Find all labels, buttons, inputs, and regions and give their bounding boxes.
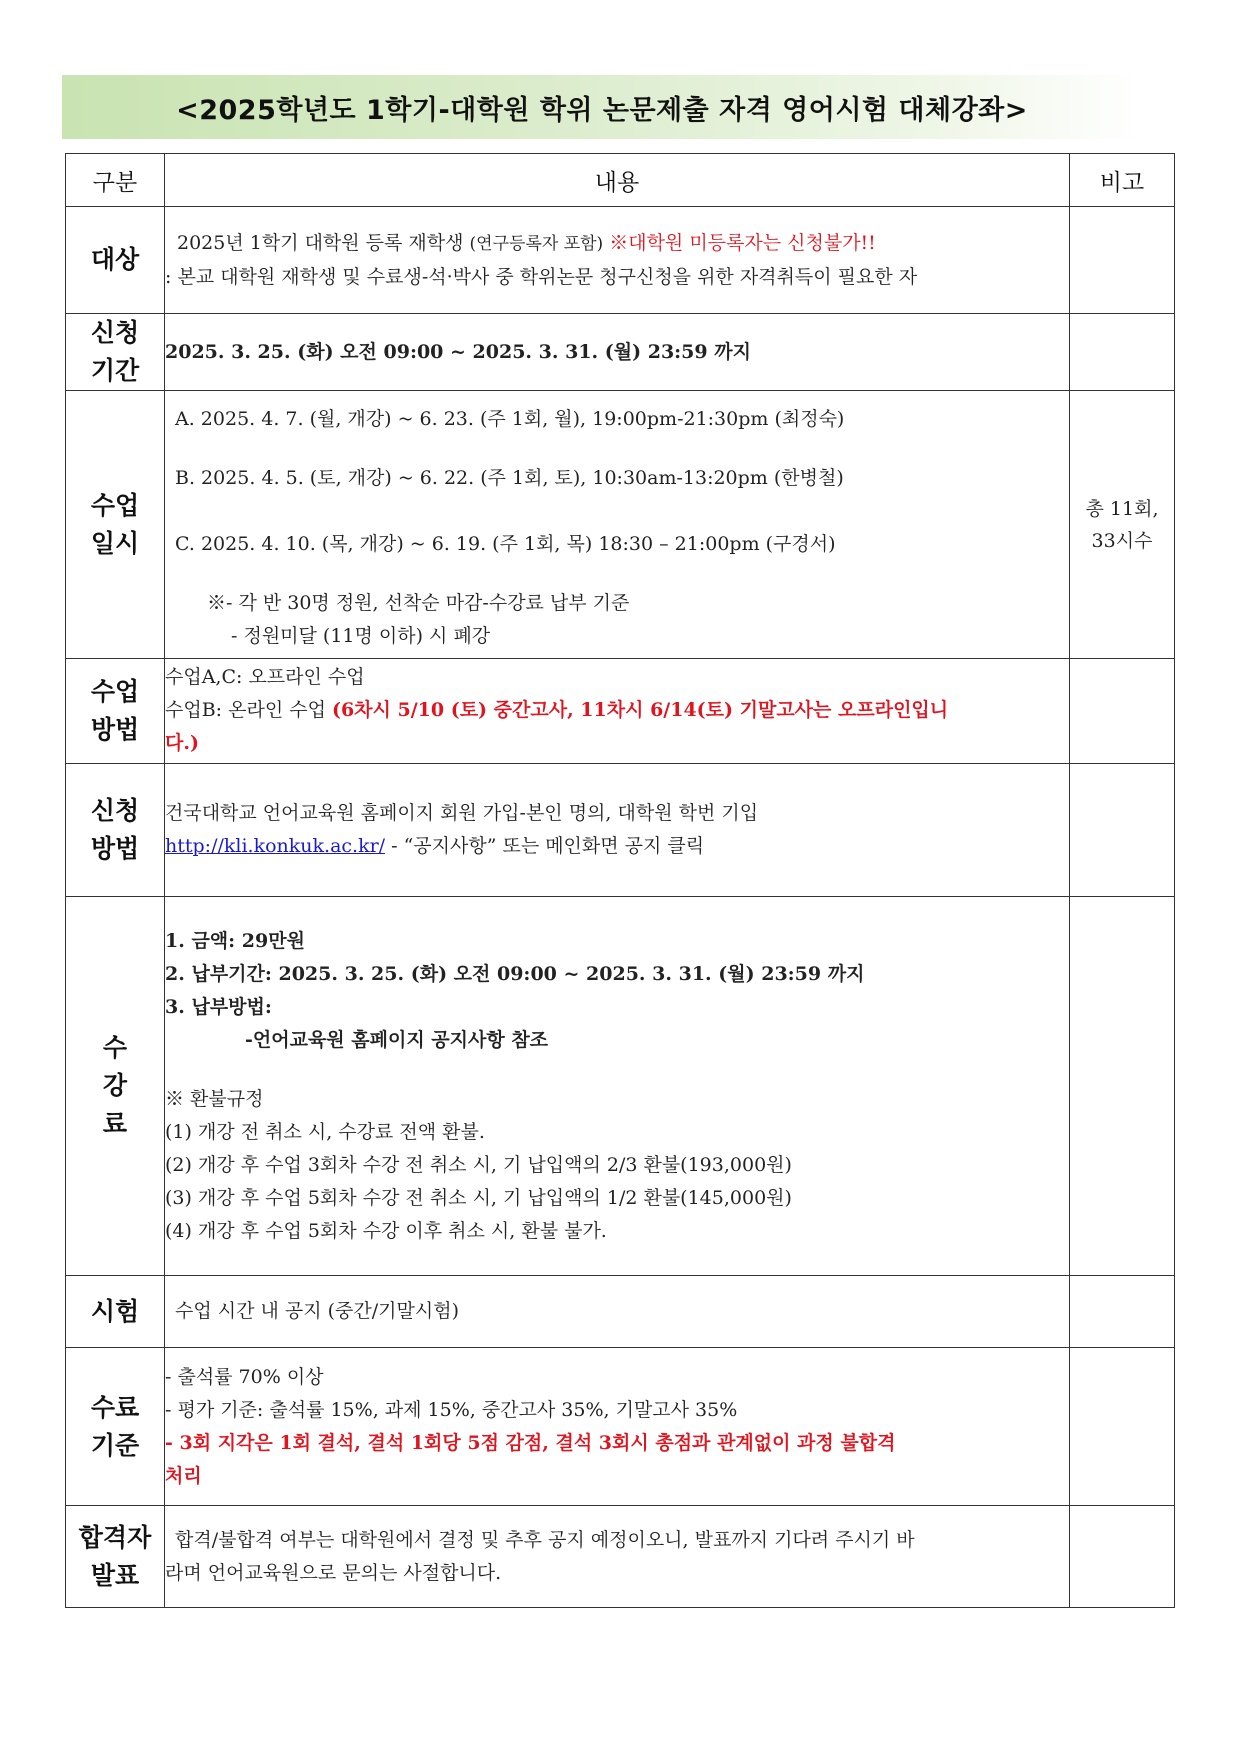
row-period	[66, 314, 1175, 391]
target-paren: (연구등록자 포함)	[469, 233, 604, 254]
fee-payment-reference: -언어교육원 홈페이지 공지사항 참조	[245, 1028, 549, 1051]
method-online-note: (6차시 5/10 (토) 중간고사, 11차시 6/14(토) 기말고사는 오프라인입니	[331, 699, 949, 721]
label-result: 합격자 발표	[66, 1506, 165, 1608]
header-col-content: 내용	[165, 154, 1070, 207]
remark-exam	[1070, 1276, 1175, 1348]
completion-evaluation: - 평가 기준: 출석률 15%, 과제 15%, 중간고사 35%, 기말고사 35%	[165, 1398, 738, 1421]
completion-penalty-cont: 처리	[165, 1464, 202, 1487]
remark-method	[1070, 659, 1175, 764]
schedule-note-capacity: ※- 각 반 30명 정원, 선착순 마감-수강료 납부 기준	[207, 592, 630, 614]
target-description: : 본교 대학원 재학생 및 수료생-석·박사 중 학위논문 청구신청을 위한 자격취득이 필요한 자	[165, 265, 918, 288]
result-line-1: 합격/불합격 여부는 대학원에서 결정 및 추후 공지 예정이오니, 발표까지 기다려 주시기 바	[175, 1528, 915, 1551]
content-target	[165, 207, 1070, 314]
method-online: 수업B: 온라인 수업	[165, 699, 326, 721]
content-completion	[165, 1348, 1070, 1506]
completion-attendance: - 출석률 70% 이상	[165, 1365, 324, 1388]
remark-period	[1070, 314, 1175, 391]
method-online-note-cont: 다.)	[165, 732, 199, 754]
refund-rule-3: (3) 개강 후 수업 5회차 수강 전 취소 시, 기 납입액의 1/2 환불(145,000원)	[165, 1186, 792, 1209]
remark-result	[1070, 1506, 1175, 1608]
remark-schedule: 총 11회, 33시수	[1070, 391, 1175, 659]
label-completion: 수료 기준	[66, 1348, 165, 1506]
row-target	[66, 207, 1175, 314]
kli-homepage-link[interactable]: http://kli.konkuk.ac.kr/	[165, 835, 386, 857]
refund-rule-2: (2) 개강 후 수업 3회차 수강 전 취소 시, 기 납입액의 2/3 환불(193,000원)	[165, 1153, 792, 1176]
row-schedule	[66, 391, 1175, 659]
remark-completion	[1070, 1348, 1175, 1506]
refund-heading: ※ 환불규정	[165, 1087, 264, 1110]
row-fee	[66, 897, 1175, 1276]
completion-penalty: - 3회 지각은 1회 결석, 결석 1회당 5점 감점, 결석 3회시 총점과 관계없이 과정 불합격	[165, 1431, 896, 1454]
schedule-class-b: B. 2025. 4. 5. (토, 개강) ~ 6. 22. (주 1회, 토), 10:30am-13:20pm (한병철)	[175, 467, 844, 489]
remark-target	[1070, 207, 1175, 314]
label-apply: 신청 방법	[66, 764, 165, 897]
refund-rule-1: (1) 개강 전 취소 시, 수강료 전액 환불.	[165, 1120, 485, 1143]
header-row	[66, 154, 1175, 207]
target-main: 2025년 1학기 대학원 등록 재학생	[177, 231, 464, 254]
label-fee: 수 강 료	[66, 897, 165, 1276]
remark-fee	[1070, 897, 1175, 1276]
result-line-2: 라며 언어교육원으로 문의는 사절합니다.	[165, 1561, 502, 1584]
row-method	[66, 659, 1175, 764]
row-completion	[66, 1348, 1175, 1506]
header-col-category: 구분	[66, 154, 165, 207]
content-schedule	[165, 391, 1070, 659]
content-method	[165, 659, 1070, 764]
schedule-note-cancel: - 정원미달 (11명 이하) 시 폐강	[231, 625, 491, 647]
header-col-remarks: 비고	[1070, 154, 1175, 207]
row-apply	[66, 764, 1175, 897]
apply-instructions: 건국대학교 언어교육원 홈페이지 회원 가입-본인 명의, 대학원 학번 기입	[165, 802, 759, 824]
schedule-class-a: A. 2025. 4. 7. (월, 개강) ~ 6. 23. (주 1회, 월), 19:00pm-21:30pm (최정숙)	[175, 408, 845, 430]
schedule-class-c: C. 2025. 4. 10. (목, 개강) ~ 6. 19. (주 1회, 목) 18:30 – 21:00pm (구경서)	[175, 533, 836, 555]
title-banner	[62, 75, 1142, 139]
label-method: 수업 방법	[66, 659, 165, 764]
content-result	[165, 1506, 1070, 1608]
remark-apply	[1070, 764, 1175, 897]
fee-payment-method: 3. 납부방법:	[165, 995, 272, 1018]
fee-payment-period: 2. 납부기간: 2025. 3. 25. (화) 오전 09:00 ~ 2025. 3. 31. (월) 23:59 까지	[165, 962, 865, 985]
apply-notice-text: - “공지사항” 또는 메인화면 공지 클릭	[385, 835, 705, 857]
content-apply	[165, 764, 1070, 897]
fee-amount: 1. 금액: 29만원	[165, 929, 305, 952]
refund-rule-4: (4) 개강 후 수업 5회차 수강 이후 취소 시, 환불 불가.	[165, 1219, 607, 1242]
target-warning: ※대학원 미등록자는 신청불가!!	[609, 231, 876, 254]
row-exam	[66, 1276, 1175, 1348]
page-title: <2025학년도 1학기-대학원 학위 논문제출 자격 영어시험 대체강좌>	[176, 94, 1028, 126]
method-offline: 수업A,C: 오프라인 수업	[165, 666, 365, 688]
content-fee	[165, 897, 1070, 1276]
content-exam: 수업 시간 내 공지 (중간/기말시험)	[165, 1276, 1070, 1348]
row-result	[66, 1506, 1175, 1608]
label-period: 신청 기간	[66, 314, 165, 391]
content-period: 2025. 3. 25. (화) 오전 09:00 ~ 2025. 3. 31. (월) 23:59 까지	[165, 314, 1070, 391]
label-schedule: 수업 일시	[66, 391, 165, 659]
label-target: 대상	[66, 207, 165, 314]
info-table	[65, 153, 1175, 1608]
label-exam: 시험	[66, 1276, 165, 1348]
